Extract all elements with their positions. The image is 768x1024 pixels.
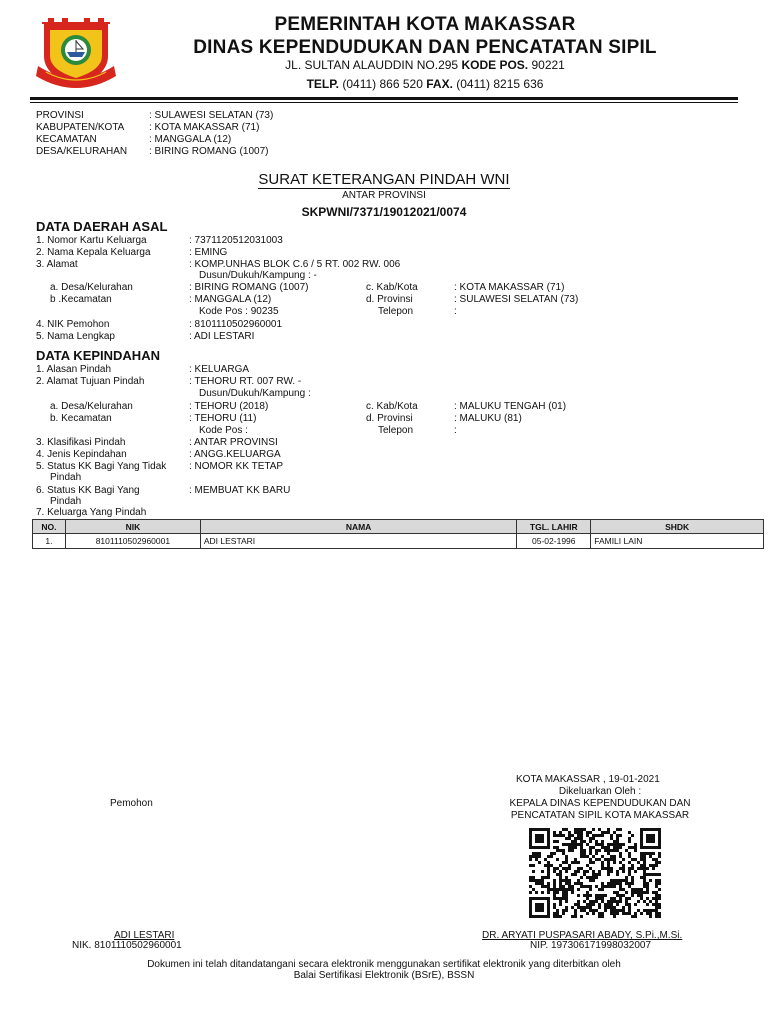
field-value: : TEHORU RT. 007 RW. - [189,376,302,387]
field-value: Kode Pos : 90235 [199,306,279,317]
office-line1: KEPALA DINAS KEPENDUDUKAN DAN [509,798,691,809]
table-row [33,534,764,549]
field-value: Dusun/Dukuh/Kampung : - [199,270,317,281]
family-members-table [32,519,764,549]
header-rule-thin [30,102,738,103]
field-label: Pindah [50,496,82,507]
field-label: 1. Nomor Kartu Keluarga [36,235,147,246]
field-label: a. Desa/Kelurahan [50,282,133,293]
field-label: b .Kecamatan [50,294,112,305]
field-value: : KELUARGA [189,364,250,375]
field-label: 7. Keluarga Yang Pindah [36,507,147,518]
field-value: : [454,425,457,436]
field-label: 4. NIK Pemohon [36,319,110,330]
table-cell: ADI LESTARI [200,534,516,549]
applicant-name: ADI LESTARI [114,930,175,941]
qr-code [529,828,661,920]
field-value: : [454,306,457,317]
applicant-nik: NIK. 8101110502960001 [72,940,182,951]
field-label: 2. Alamat Tujuan Pindah [36,376,145,387]
column-header: NAMA [200,520,516,534]
field-value: : 8101110502960001 [189,319,283,330]
table-header-row [33,520,764,534]
applicant-label: Pemohon [110,798,153,809]
field-label: 3. Klasifikasi Pindah [36,437,126,448]
field-label: Telepon [378,306,414,317]
header-government: PEMERINTAH KOTA MAKASSAR [274,14,576,35]
field-value: Kode Pos : [199,425,248,436]
footer-note-line2: Balai Sertifikasi Elektronik (BSrE), BSSN [293,970,475,981]
document-number: SKPWNI/7371/19012021/0074 [301,205,467,219]
location-value: : SULAWESI SELATAN (73) [149,110,274,121]
footer-note-line1: Dokumen ini telah ditandatangani secara elektronik menggunakan sertifikat elektronik yang diterbitkan oleh [147,959,621,970]
field-value: : MANGGALA (12) [189,294,272,305]
place-date: KOTA MAKASSAR , 19-01-2021 [516,774,660,785]
header-contact: TELP. (0411) 866 520 FAX. (0411) 8215 636 [306,77,544,91]
table-cell: 05-02-1996 [517,534,591,549]
table-cell: FAMILI LAIN [591,534,764,549]
official-nip: NIP. 197306171998032007 [530,940,652,951]
location-label: PROVINSI [36,110,84,121]
field-value: : MEMBUAT KK BARU [189,485,291,496]
field-value: : TEHORU (11) [189,413,257,424]
field-label: Telepon [378,425,414,436]
location-label: KABUPATEN/KOTA [36,122,125,133]
field-label: 1. Alasan Pindah [36,364,112,375]
field-value: : TEHORU (2018) [189,401,269,412]
field-value: : MALUKU TENGAH (01) [454,401,567,412]
document-title: SURAT KETERANGAN PINDAH WNI [258,171,510,188]
table-cell: 8101110502960001 [65,534,200,549]
field-value: : EMING [189,247,228,258]
field-value: : SULAWESI SELATAN (73) [454,294,579,305]
header-rule-thick [30,97,738,100]
field-label: 6. Status KK Bagi Yang [36,485,140,496]
field-value: : NOMOR KK TETAP [189,461,284,472]
field-value: : ADI LESTARI [189,331,255,342]
official-name: DR. ARYATI PUSPASARI ABADY, S.Pi.,M.Si. [482,930,683,941]
field-value: : 7371120512031003 [189,235,283,246]
column-header: TGL. LAHIR [517,520,591,534]
table-cell: 1. [33,534,66,549]
field-label: Pindah [50,472,82,483]
field-value: : ANGG.KELUARGA [189,449,281,460]
field-label: a. Desa/Kelurahan [50,401,133,412]
column-header: SHDK [591,520,764,534]
location-value: : KOTA MAKASSAR (71) [149,122,260,133]
field-value: : ANTAR PROVINSI [189,437,278,448]
column-header: NIK [65,520,200,534]
location-value: : BIRING ROMANG (1007) [149,146,269,157]
location-value: : MANGGALA (12) [149,134,232,145]
field-value: : KOMP.UNHAS BLOK C.6 / 5 RT. 002 RW. 006 [189,259,401,270]
field-label: 5. Nama Lengkap [36,331,115,342]
header-address: JL. SULTAN ALAUDDIN NO.295 KODE POS. 90221 [285,58,565,72]
field-label: 2. Nama Kepala Keluarga [36,247,151,258]
field-label: b. Kecamatan [50,413,112,424]
office-line2: PENCATATAN SIPIL KOTA MAKASSAR [510,810,690,821]
field-label: d. Provinsi [366,413,413,424]
location-label: KECAMATAN [36,134,97,145]
field-label: d. Provinsi [366,294,413,305]
field-label: c. Kab/Kota [366,282,418,293]
section-heading-origin: DATA DAERAH ASAL [36,219,168,234]
issued-by-label: Dikeluarkan Oleh : [558,786,642,797]
location-label: DESA/KELURAHAN [36,146,128,157]
document-subtitle: ANTAR PROVINSI [342,190,426,201]
section-heading-moving: DATA KEPINDAHAN [36,348,160,363]
field-value: : KOTA MAKASSAR (71) [454,282,565,293]
field-label: 4. Jenis Kepindahan [36,449,127,460]
field-value: Dusun/Dukuh/Kampung : [199,388,311,399]
field-value: : MALUKU (81) [454,413,522,424]
field-value: : BIRING ROMANG (1007) [189,282,309,293]
field-label: c. Kab/Kota [366,401,418,412]
header-agency: DINAS KEPENDUDUKAN DAN PENCATATAN SIPIL [193,37,657,58]
city-logo [36,14,116,92]
field-label: 5. Status KK Bagi Yang Tidak [36,461,167,472]
field-label: 3. Alamat [36,259,78,270]
column-header: NO. [33,520,66,534]
